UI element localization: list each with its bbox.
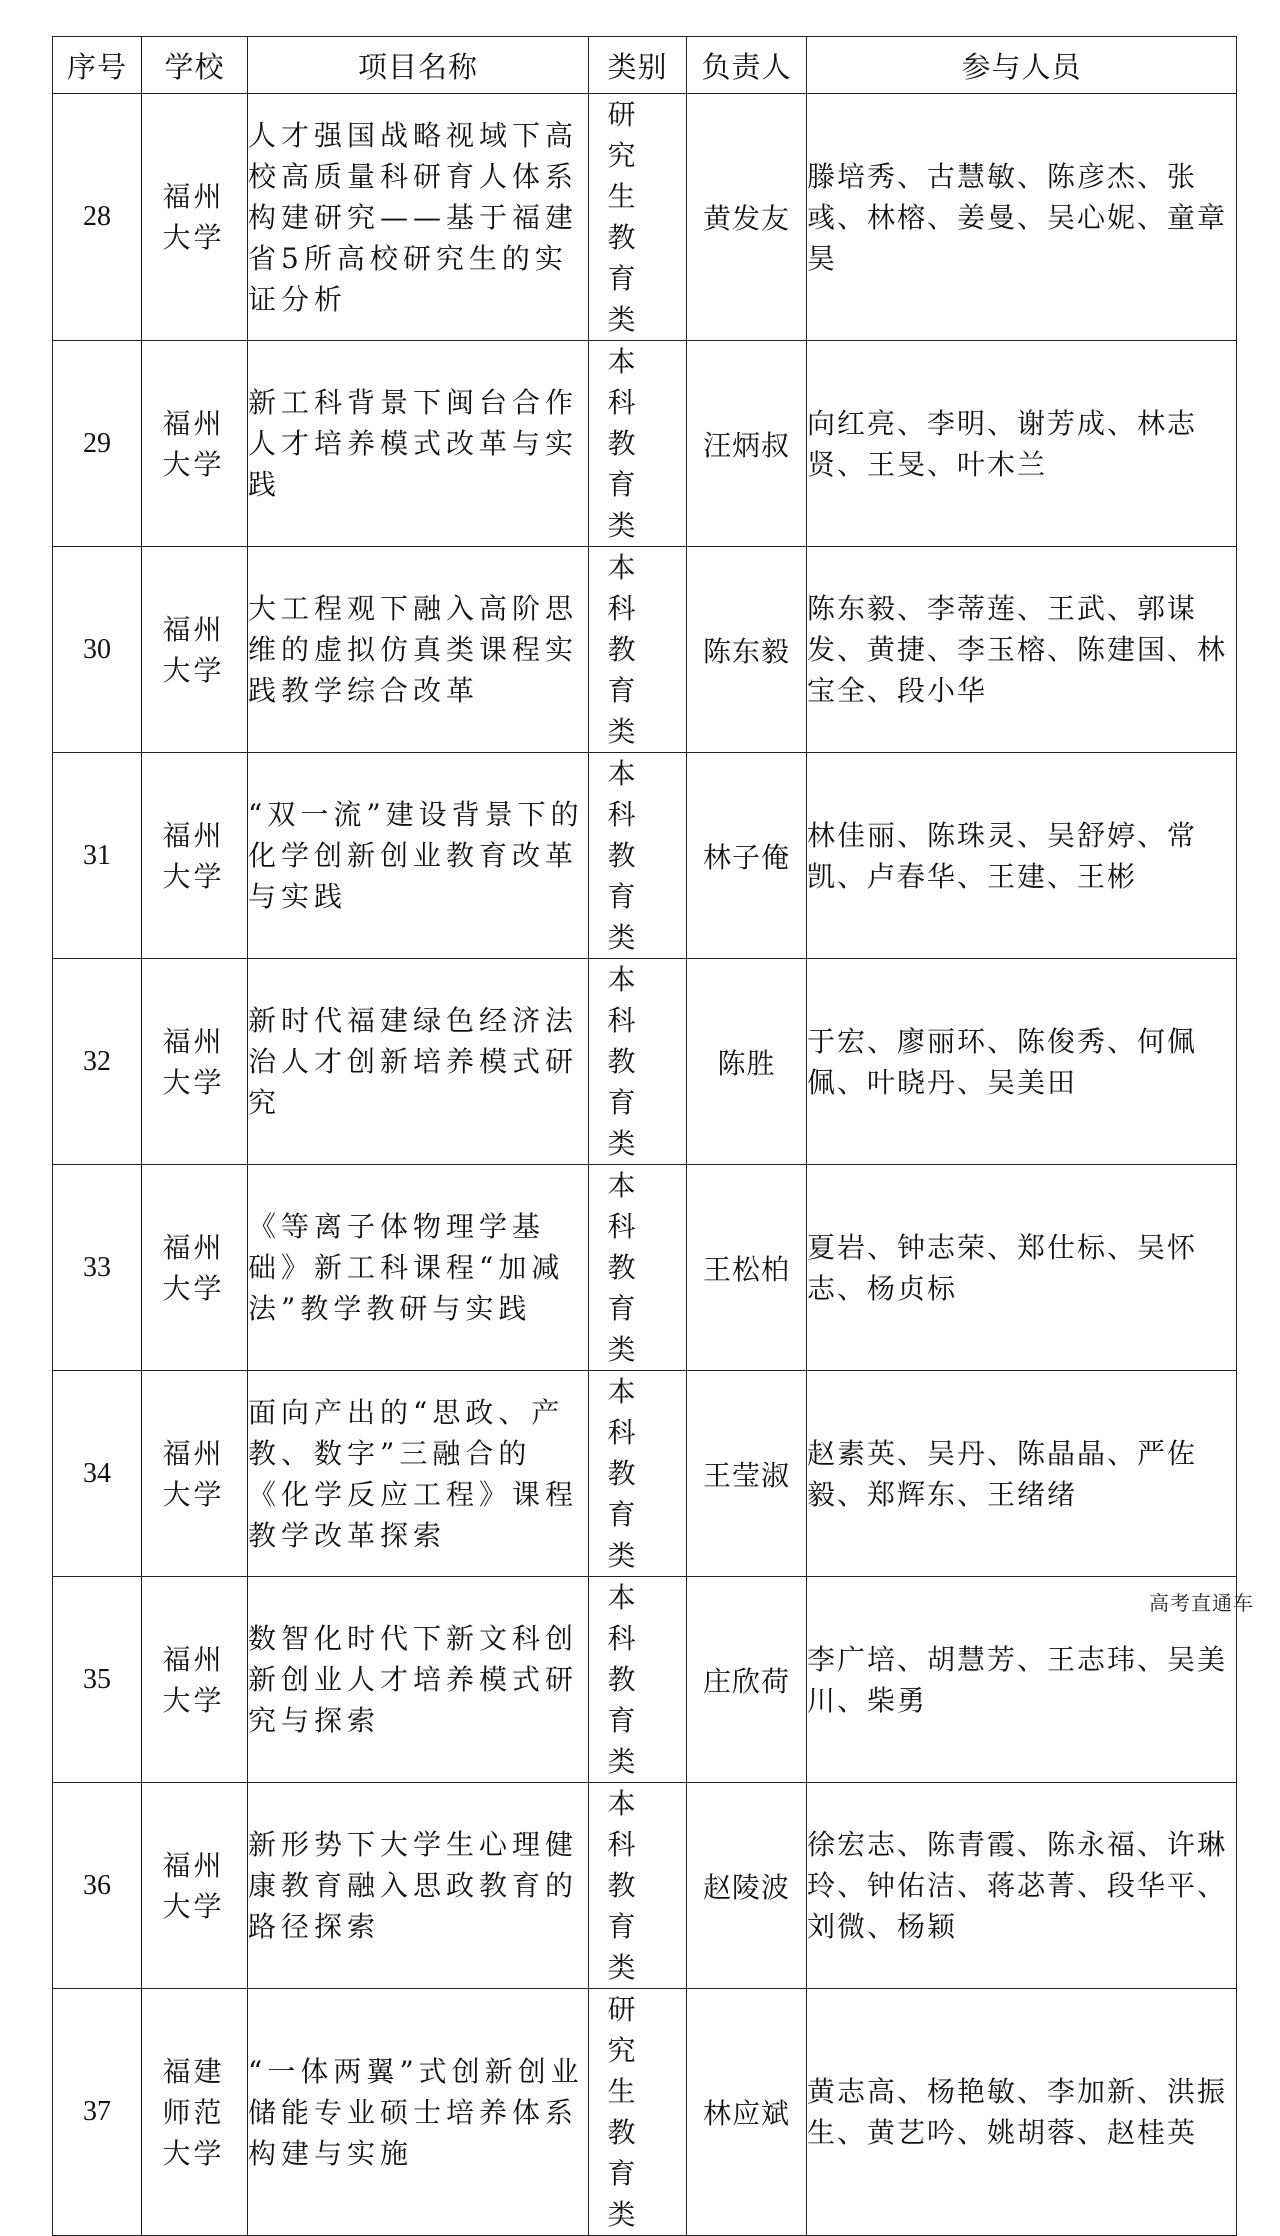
row-school-text: 福州大学 bbox=[162, 406, 225, 481]
table-row bbox=[53, 1989, 1237, 2236]
table-row bbox=[53, 547, 1237, 753]
header-members: 参与人员 bbox=[807, 37, 1237, 94]
row-members: 陈东毅、李蒂莲、王武、郭谋发、黄捷、李玉榕、陈建国、林宝全、段小华 bbox=[807, 547, 1237, 753]
row-school bbox=[142, 341, 248, 547]
row-school bbox=[142, 1783, 248, 1989]
row-no: 30 bbox=[53, 547, 142, 753]
row-category bbox=[589, 94, 687, 341]
row-category-text: 本科教育类 bbox=[607, 757, 639, 954]
row-school bbox=[142, 1989, 248, 2236]
row-category bbox=[589, 1371, 687, 1577]
row-leader: 王松柏 bbox=[687, 1165, 807, 1371]
header-leader: 负责人 bbox=[687, 37, 807, 94]
header-category: 类别 bbox=[589, 37, 687, 94]
table-row bbox=[53, 959, 1237, 1165]
row-category-text: 本科教育类 bbox=[607, 1169, 639, 1366]
row-title: 数智化时代下新文科创新创业人才培养模式研究与探索 bbox=[248, 1577, 589, 1783]
row-school bbox=[142, 959, 248, 1165]
row-school bbox=[142, 547, 248, 753]
row-category bbox=[589, 341, 687, 547]
row-school bbox=[142, 1577, 248, 1783]
row-leader: 陈胜 bbox=[687, 959, 807, 1165]
row-school bbox=[142, 94, 248, 341]
row-category-text: 研究生教育类 bbox=[607, 98, 639, 336]
row-category bbox=[589, 1577, 687, 1783]
row-no: 37 bbox=[53, 1989, 142, 2236]
row-no: 31 bbox=[53, 753, 142, 959]
row-members: 赵素英、吴丹、陈晶晶、严佐毅、郑辉东、王绪绪 bbox=[807, 1371, 1237, 1577]
row-school-text: 福州大学 bbox=[162, 1436, 225, 1511]
row-members: 于宏、廖丽环、陈俊秀、何佩佩、叶晓丹、吴美田 bbox=[807, 959, 1237, 1165]
row-members: 滕培秀、古慧敏、陈彦杰、张彧、林榕、姜曼、吴心妮、童章昊 bbox=[807, 94, 1237, 341]
table-row bbox=[53, 1165, 1237, 1371]
row-leader: 王莹淑 bbox=[687, 1371, 807, 1577]
row-title: “双一流”建设背景下的化学创新创业教育改革与实践 bbox=[248, 753, 589, 959]
row-category bbox=[589, 959, 687, 1165]
row-leader: 林子俺 bbox=[687, 753, 807, 959]
row-category-text: 本科教育类 bbox=[607, 963, 639, 1160]
project-table bbox=[52, 36, 1237, 2236]
row-no: 29 bbox=[53, 341, 142, 547]
table-row bbox=[53, 1577, 1237, 1783]
row-members: 林佳丽、陈珠灵、吴舒婷、常凯、卢春华、王建、王彬 bbox=[807, 753, 1237, 959]
row-title: “一体两翼”式创新创业储能专业硕士培养体系构建与实施 bbox=[248, 1989, 589, 2236]
row-school bbox=[142, 753, 248, 959]
row-title: 新形势下大学生心理健康教育融入思政教育的路径探索 bbox=[248, 1783, 589, 1989]
table-row bbox=[53, 753, 1237, 959]
row-leader: 林应斌 bbox=[687, 1989, 807, 2236]
row-title: 面向产出的“思政、产教、数字”三融合的《化学反应工程》课程教学改革探索 bbox=[248, 1371, 589, 1577]
row-school-text: 福州大学 bbox=[162, 818, 225, 893]
row-members: 向红亮、李明、谢芳成、林志贤、王旻、叶木兰 bbox=[807, 341, 1237, 547]
table-row bbox=[53, 94, 1237, 341]
header-title: 项目名称 bbox=[248, 37, 589, 94]
row-title: 新时代福建绿色经济法治人才创新培养模式研究 bbox=[248, 959, 589, 1165]
row-no: 36 bbox=[53, 1783, 142, 1989]
table-row bbox=[53, 341, 1237, 547]
row-school bbox=[142, 1165, 248, 1371]
row-leader: 黄发友 bbox=[687, 94, 807, 341]
document-page bbox=[52, 36, 1236, 2236]
row-no: 34 bbox=[53, 1371, 142, 1577]
row-no: 33 bbox=[53, 1165, 142, 1371]
row-title: 大工程观下融入高阶思维的虚拟仿真类课程实践教学综合改革 bbox=[248, 547, 589, 753]
row-category-text: 本科教育类 bbox=[607, 1581, 639, 1778]
row-category bbox=[589, 1989, 687, 2236]
row-school-text: 福州大学 bbox=[162, 1642, 225, 1717]
row-no: 35 bbox=[53, 1577, 142, 1783]
row-school bbox=[142, 1371, 248, 1577]
row-members: 黄志高、杨艳敏、李加新、洪振生、黄艺吟、姚胡蓉、赵桂英 bbox=[807, 1989, 1237, 2236]
table-header-row bbox=[53, 37, 1237, 94]
row-school-text: 福州大学 bbox=[162, 1848, 225, 1923]
header-school: 学校 bbox=[142, 37, 248, 94]
row-category-text: 研究生教育类 bbox=[607, 1993, 639, 2231]
row-school-text: 福州大学 bbox=[162, 612, 225, 687]
row-category bbox=[589, 547, 687, 753]
row-no: 32 bbox=[53, 959, 142, 1165]
row-leader: 庄欣荷 bbox=[687, 1577, 807, 1783]
row-category-text: 本科教育类 bbox=[607, 1787, 639, 1984]
row-leader: 汪炳叔 bbox=[687, 341, 807, 547]
row-members: 李广培、胡慧芳、王志玮、吴美川、柴勇 bbox=[807, 1577, 1237, 1783]
row-category bbox=[589, 1783, 687, 1989]
table-row bbox=[53, 1783, 1237, 1989]
row-category bbox=[589, 753, 687, 959]
row-school-text: 福州大学 bbox=[162, 180, 225, 254]
row-category-text: 本科教育类 bbox=[607, 551, 639, 748]
row-no: 28 bbox=[53, 94, 142, 341]
row-school-text: 福州大学 bbox=[162, 1230, 225, 1305]
table-row bbox=[53, 1371, 1237, 1577]
row-category bbox=[589, 1165, 687, 1371]
row-title: 人才强国战略视域下高校高质量科研育人体系构建研究——基于福建省5所高校研究生的实证分析 bbox=[248, 94, 589, 341]
row-title: 新工科背景下闽台合作人才培养模式改革与实践 bbox=[248, 341, 589, 547]
row-category-text: 本科教育类 bbox=[607, 1375, 639, 1572]
row-leader: 陈东毅 bbox=[687, 547, 807, 753]
row-school-text: 福建师范大学 bbox=[162, 2054, 225, 2170]
row-category-text: 本科教育类 bbox=[607, 345, 639, 542]
source-watermark: 高考直通车 bbox=[1149, 1591, 1254, 1615]
header-no: 序号 bbox=[53, 37, 142, 94]
row-members: 徐宏志、陈青霞、陈永福、许琳玲、钟佑洁、蒋苾菁、段华平、刘微、杨颖 bbox=[807, 1783, 1237, 1989]
row-title: 《等离子体物理学基础》新工科课程“加减法”教学教研与实践 bbox=[248, 1165, 589, 1371]
row-school-text: 福州大学 bbox=[162, 1024, 225, 1099]
row-leader: 赵陵波 bbox=[687, 1783, 807, 1989]
row-members: 夏岩、钟志荣、郑仕标、吴怀志、杨贞标 bbox=[807, 1165, 1237, 1371]
